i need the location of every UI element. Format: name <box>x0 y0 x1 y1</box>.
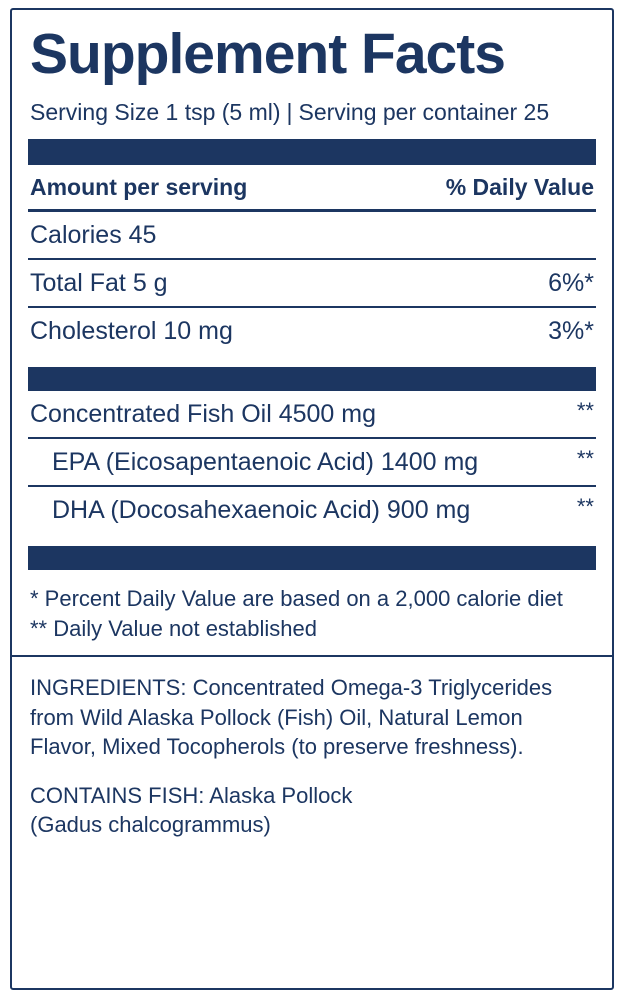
table-header-row <box>28 165 596 209</box>
ingredient-value: ** <box>576 398 594 423</box>
footnotes <box>28 570 596 655</box>
ingredients-text: INGREDIENTS: Concentrated Omega-3 Triglycerides from Wild Alaska Pollock (Fish) Oil, Natural Lemon Flavor, Mixed Tocopherols (to preserve freshness). <box>30 675 553 759</box>
nutrient-value: 6%* <box>548 269 594 297</box>
table-row <box>28 487 596 533</box>
table-row <box>28 212 596 258</box>
divider-bar-bottom <box>28 546 596 570</box>
servings-per-container: Serving per container 25 <box>298 99 550 125</box>
ingredient-value: ** <box>576 494 594 519</box>
page-title: Supplement Facts <box>30 22 505 86</box>
ingredients-section <box>28 657 596 839</box>
nutrient-value: 3%* <box>548 317 594 345</box>
nutrient-name: Total Fat 5 g <box>30 269 168 297</box>
serving-size: Serving Size 1 tsp (5 ml) <box>30 99 281 125</box>
serving-separator: | <box>286 99 293 125</box>
nutrient-name: Calories 45 <box>30 221 157 249</box>
contains-line-2: (Gadus chalcogrammus) <box>30 812 271 838</box>
table-row <box>28 260 596 306</box>
ingredient-name: EPA (Eicosapentaenoic Acid) 1400 mg <box>52 448 479 476</box>
table-row <box>28 391 596 437</box>
panel-inner <box>12 22 612 840</box>
contains-statement <box>30 781 594 840</box>
ingredient-value: ** <box>576 446 594 471</box>
ingredient-name: DHA (Docosahexaenoic Acid) 900 mg <box>52 496 471 524</box>
daily-value-label: % Daily Value <box>445 174 594 200</box>
table-row <box>28 439 596 485</box>
ingredient-name: Concentrated Fish Oil 4500 mg <box>30 400 377 428</box>
footnote-not-established: ** Daily Value not established <box>30 615 317 641</box>
table-row <box>28 308 596 354</box>
divider-bar-top <box>28 139 596 165</box>
supplement-facts-panel <box>10 8 614 990</box>
nutrient-name: Cholesterol 10 mg <box>30 317 233 345</box>
serving-info <box>30 99 596 126</box>
divider-bar-middle <box>28 367 596 391</box>
amount-per-serving-label: Amount per serving <box>30 174 248 200</box>
contains-line-1: CONTAINS FISH: Alaska Pollock <box>30 783 353 809</box>
footnote-daily-value: * Percent Daily Value are based on a 2,000 calorie diet <box>30 586 563 611</box>
